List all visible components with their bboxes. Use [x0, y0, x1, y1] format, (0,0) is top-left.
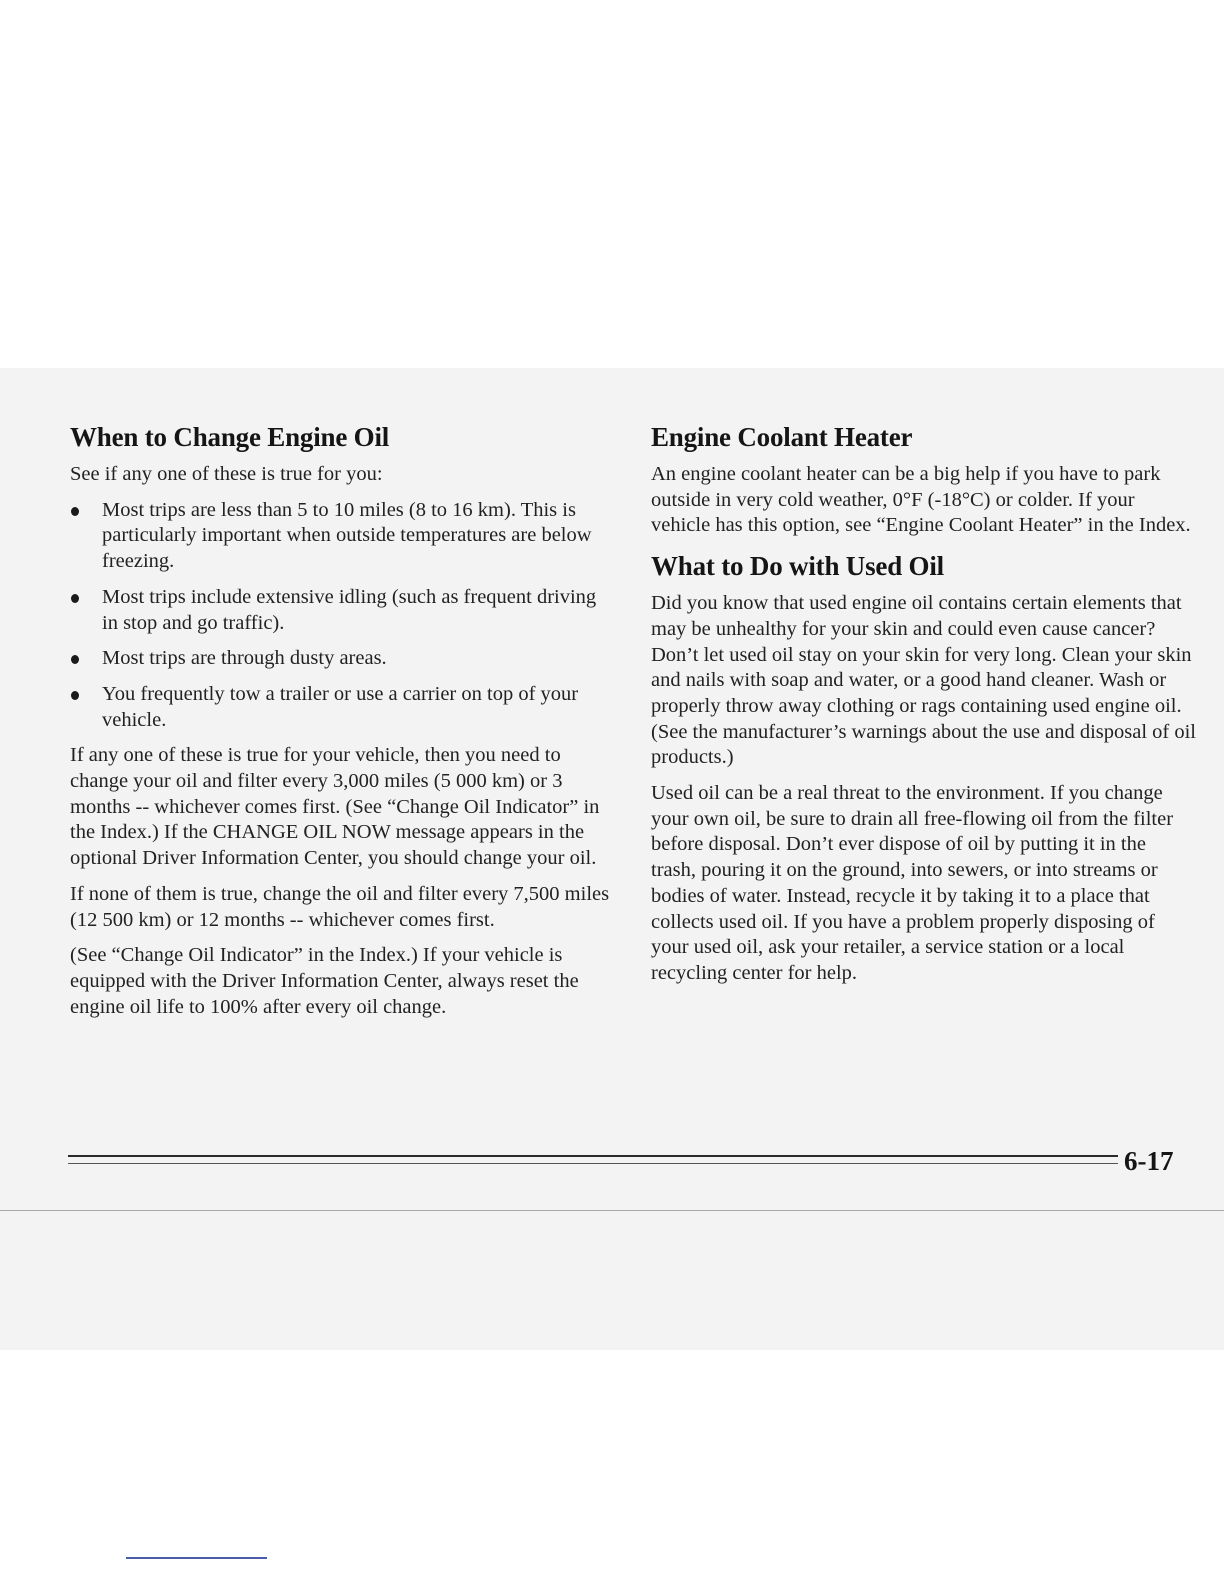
- section-heading-used-oil: What to Do with Used Oil: [651, 551, 944, 582]
- section-heading-change-oil: When to Change Engine Oil: [70, 422, 390, 452]
- body-paragraph: An engine coolant heater can be a big help if you have to park outside in very cold weather, 0°F (-18°C) or colder. If your vehicle has this option, see “Engine Coolant Heater” in the Index.: [651, 463, 1191, 537]
- list-item-text: Most trips are through dusty areas.: [102, 647, 387, 670]
- body-paragraph: If none of them is true, change the oil and filter every 7,500 miles (12 500 km) or 12 months -- whichever comes first.: [70, 882, 610, 931]
- bullet-icon: [71, 594, 79, 603]
- list-item-text: Most trips include extensive idling (such as frequent driving in stop and go traffic).: [102, 585, 597, 634]
- footer-rule: [68, 1155, 1118, 1157]
- page-edge-line: [0, 1210, 1224, 1211]
- list-item: [70, 682, 615, 733]
- bottom-underline-mark: [126, 1557, 267, 1559]
- body-paragraph: Did you know that used engine oil contains certain elements that may be unhealthy for your skin and could even cause cancer? Don’t let used oil stay on your skin for very long. Clean your skin and nails with soap and water, or a good hand cleaner. Wash or properly throw away clothing or rags containing used engine oil. (See the manufacturer’s warnings about the use and disposal of oil products.): [651, 592, 1197, 769]
- list-item: [70, 585, 615, 636]
- body-paragraph: (See “Change Oil Indicator” in the Index.) If your vehicle is equipped with the Driver Information Center, always reset the engine oil life to 100% after every oil change.: [70, 944, 579, 1018]
- bullet-icon: [71, 691, 79, 700]
- body-paragraph: If any one of these is true for your vehicle, then you need to change your oil and filter every 3,000 miles (5 000 km) or 3 months -- whichever comes first. (See “Change Oil Indicator” in the Index.) If the CHANGE OIL NOW message appears in the optional Driver Information Center, you should change your oil.: [70, 744, 600, 870]
- bullet-icon: [71, 655, 79, 664]
- right-column: [651, 420, 1196, 997]
- page-number: 6-17: [1124, 1146, 1174, 1176]
- footer-rule-thin: [68, 1163, 1118, 1164]
- section-heading-coolant-heater: Engine Coolant Heater: [651, 422, 913, 452]
- bullet-icon: [71, 507, 79, 516]
- intro-paragraph: See if any one of these is true for you:: [70, 463, 383, 485]
- list-item: [70, 646, 615, 672]
- list-item-text: You frequently tow a trailer or use a carrier on top of your vehicle.: [102, 682, 579, 731]
- list-item: [70, 498, 615, 575]
- condition-list: [70, 498, 615, 734]
- left-column: [70, 420, 615, 1030]
- body-paragraph: Used oil can be a real threat to the environment. If you change your own oil, be sure to drain all free-flowing oil from the filter before disposal. Don’t ever dispose of oil by putting it in the trash, pouring it on the ground, into sewers, or into streams or bodies of water. Instead, recycle it by taking it to a place that collects used oil. If you have a problem properly disposing of your used oil, ask your retailer, a service station or a local recycling center for help.: [651, 782, 1174, 984]
- list-item-text: Most trips are less than 5 to 10 miles (8 to 16 km). This is particularly important when outside temperatures are below freezing.: [102, 498, 592, 573]
